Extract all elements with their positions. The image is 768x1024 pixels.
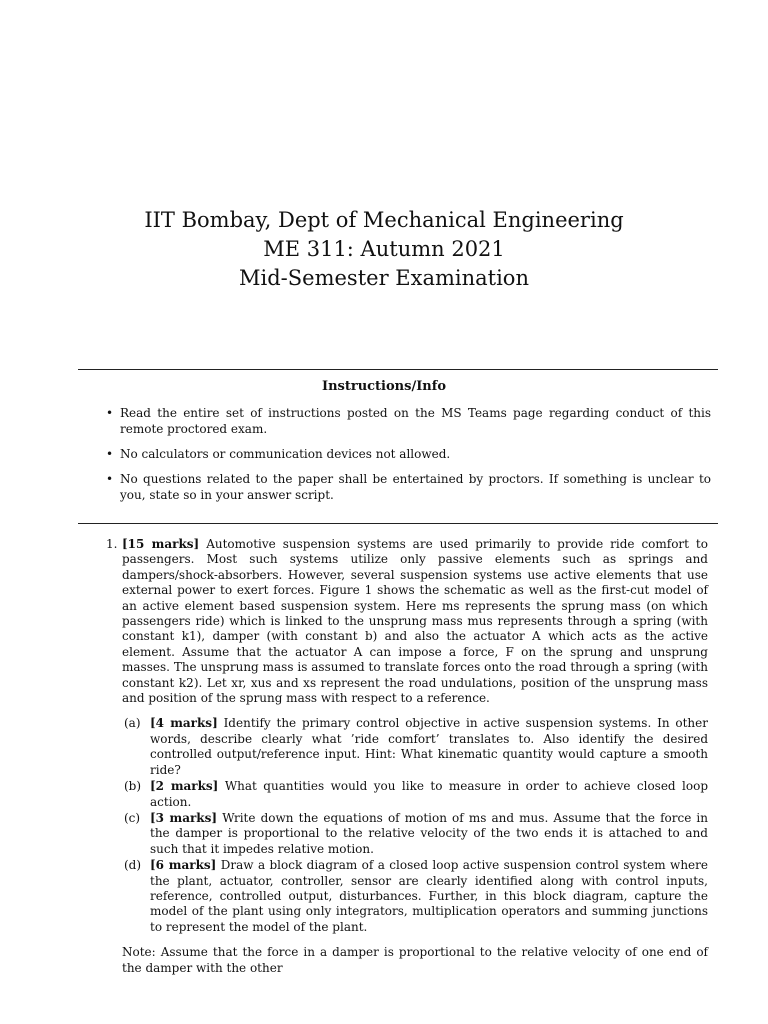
instructions-list bbox=[106, 405, 711, 512]
part-text: Identify the primary control objective in active suspension systems. In other words, describe clearly what ’ride comfort’ translates to. Also identify the desired controlled output/reference input. Hint: What kinematic quantity would capture a smooth ride? bbox=[150, 716, 708, 777]
part-label: (c) bbox=[124, 810, 141, 825]
course-title: ME 311: Autumn 2021 bbox=[263, 237, 505, 261]
exam-name: Mid-Semester Examination bbox=[239, 266, 529, 290]
question-part-a bbox=[122, 716, 708, 778]
part-marks: [6 marks] bbox=[150, 858, 217, 873]
part-marks: [3 marks] bbox=[150, 810, 218, 825]
question-body bbox=[122, 537, 708, 706]
part-text: Write down the equations of motion of ms and mus. Assume that the force in the damper is proportional to the relative velocity of the two ends it is attached to and such that it impedes relative motion. bbox=[150, 810, 708, 856]
question-parts bbox=[122, 716, 708, 935]
question-marks: [15 marks] bbox=[122, 537, 200, 551]
part-text: Draw a block diagram of a closed loop active suspension control system where the plant, actuator, controller, sensor are clearly identified along with control inputs, reference, controlled output, disturbances. Further, in this block diagram, capture the model of the plant using only integrators, multiplication operators and summing junctions to represent the model of the plant. bbox=[150, 858, 708, 934]
instruction-item bbox=[106, 405, 711, 437]
instruction-text: No calculators or communication devices not allowed. bbox=[120, 447, 451, 461]
question-text: Automotive suspension systems are used primarily to provide ride comfort to passengers. Most such systems utilize only passive elements such as springs and dampers/shock-absorbers. However, several suspension systems use active elements that use external power to exert forces. Figure 1 shows the schematic as well as the first-cut model of an active element based suspension system. Here ms represents the sprung mass (on which passengers ride) which is linked to the unsprung mass mus represents through a spring (with constant k1), damper (with constant b) and also the actuator A which acts as the active element. Assume that the actuator A can impose a force, F on the sprung and unsprung masses. The unsprung mass is assumed to translate forces onto the road through a spring (with constant k2). Let xr, xus and xs represent the road undulations, position of the unsprung mass and position of the sprung mass with respect to a reference. bbox=[122, 537, 708, 706]
question-part-d bbox=[122, 858, 708, 935]
instruction-text: No questions related to the paper shall be entertained by proctors. If something is unclear to you, state so in your answer script. bbox=[120, 472, 711, 502]
top-divider bbox=[78, 369, 718, 370]
question-note: Note: Assume that the force in a damper is proportional to the relative velocity of one end of the damper with the other bbox=[122, 945, 708, 975]
instruction-item bbox=[106, 446, 711, 462]
part-marks: [4 marks] bbox=[150, 716, 218, 731]
question-part-b bbox=[122, 779, 708, 810]
bullet-icon: • bbox=[106, 406, 114, 420]
part-marks: [2 marks] bbox=[150, 779, 219, 794]
question-part-c bbox=[122, 811, 708, 857]
instruction-text: Read the entire set of instructions posted on the MS Teams page regarding conduct of this remote proctored exam. bbox=[120, 406, 711, 436]
question-number: 1. bbox=[106, 537, 118, 551]
bullet-icon: • bbox=[106, 447, 114, 461]
question-1 bbox=[106, 537, 708, 976]
part-label: (a) bbox=[124, 716, 141, 731]
instruction-item bbox=[106, 471, 711, 503]
bottom-divider bbox=[78, 523, 718, 524]
institute-title: IIT Bombay, Dept of Mechanical Engineering bbox=[144, 208, 624, 232]
part-label: (d) bbox=[124, 858, 142, 873]
exam-title-block bbox=[0, 206, 768, 293]
part-label: (b) bbox=[124, 779, 142, 794]
part-text: What quantities would you like to measure in order to achieve closed loop action. bbox=[150, 779, 709, 809]
bullet-icon: • bbox=[106, 472, 114, 486]
instructions-heading: Instructions/Info bbox=[321, 379, 446, 394]
